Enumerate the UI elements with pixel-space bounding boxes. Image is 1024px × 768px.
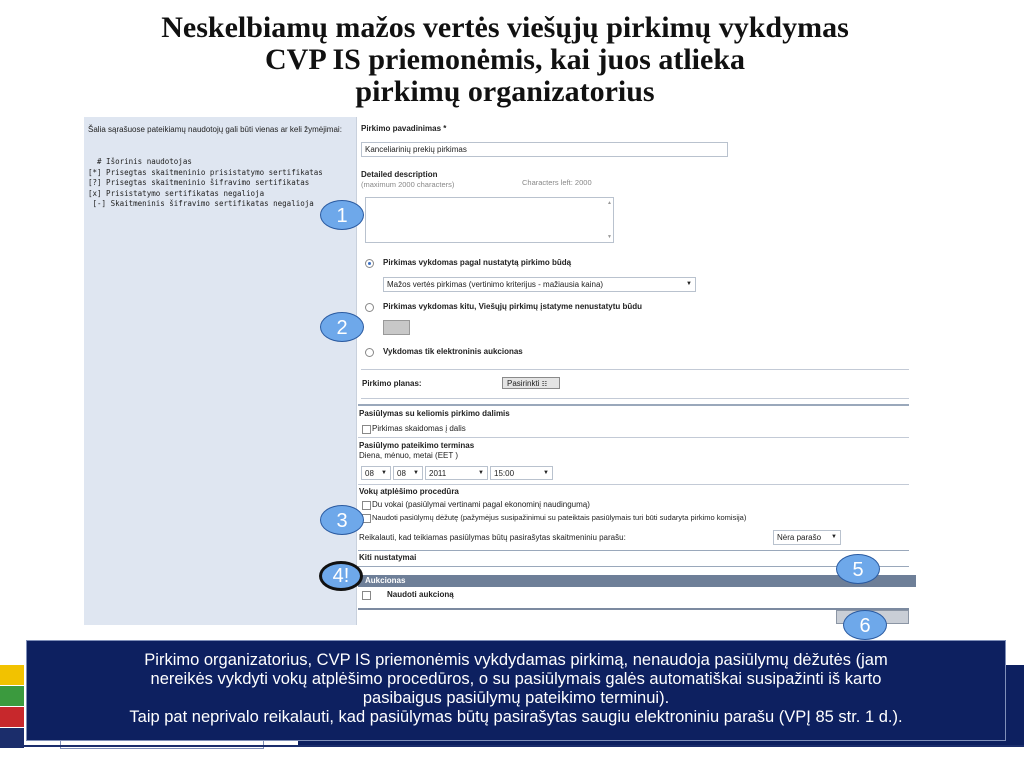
bid-box-label: Naudoti pasiūlymų dėžutę (pažymėjus susipažinimui su pateiktais pasiūlymais turi būti sudaryta pirkimo komisija) — [372, 513, 747, 522]
electronic-auction-label: Vykdomas tik elektroninis aukcionas — [383, 347, 523, 356]
other-settings-header: Kiti nustatymai — [359, 553, 417, 562]
description-hint: (maximum 2000 characters) — [361, 180, 455, 189]
title-line-3: pirkimų organizatorius — [355, 75, 655, 108]
callout-badge-2: 2 — [320, 312, 364, 342]
chevron-down-icon: ▼ — [831, 534, 837, 540]
auction-section-bar[interactable]: Aukcionas — [358, 575, 916, 587]
callout-badge-5: 5 — [836, 554, 880, 584]
procurement-form — [358, 117, 909, 625]
radio-standard-method[interactable] — [365, 259, 374, 268]
signature-label: Reikalauti, kad teikiamas pasiūlymas būtų pasirašytas skaitmeniniu parašu: — [359, 533, 626, 542]
cvp-is-form-screenshot — [84, 117, 909, 625]
two-envelopes-label: Du vokai (pasiūlymai vertinami pagal ekonominį naudingumą) — [372, 500, 590, 509]
chevron-down-icon: ▼ — [413, 470, 419, 476]
procurement-method-select[interactable]: Mažos vertės pirkimas (vertinimo kriterijus - mažiausia kaina) ▼ — [383, 277, 696, 292]
scroll-down-icon[interactable]: ▼ — [607, 234, 612, 240]
use-auction-checkbox[interactable] — [362, 591, 371, 600]
procurement-name-input[interactable]: Kanceliarinių prekių pirkimas — [361, 142, 728, 157]
chevron-down-icon: ▼ — [686, 281, 692, 287]
user-marks-panel — [84, 117, 357, 625]
other-method-label: Pirkimas vykdomas kitu, Viešųjų pirkimų įstatyme nenustatytu būdu — [383, 302, 643, 311]
legend-item: [*] Prisegtas skaitmeninio prisistatymo sertifikatas — [88, 167, 323, 177]
deadline-header: Pasiūlymo pateikimo terminas — [359, 441, 475, 450]
signature-select[interactable]: Nėra parašo ▼ — [773, 530, 841, 545]
list-icon: ☷ — [541, 382, 548, 388]
footer-line — [0, 745, 1024, 747]
callout-badge-3: 3 — [320, 505, 364, 535]
required-mark: * — [443, 124, 447, 133]
title-line-1: Neskelbiamų mažos vertės viešųjų pirkimų vykdymas — [161, 11, 849, 44]
scroll-up-icon[interactable]: ▲ — [607, 200, 612, 206]
legend-item: [?] Prisegtas skaitmeninio šifravimo sertifikatas — [88, 178, 310, 187]
split-into-lots-label: Pirkimas skaidomas į dalis — [372, 424, 466, 433]
day-select[interactable]: 08 ▼ — [361, 466, 391, 480]
characters-left: Characters left: 2000 — [522, 178, 592, 187]
marks-note: Šalia sąrašuose pateikiamų naudotojų gali būti vienas ar keli žymėjimai: — [88, 125, 342, 134]
split-into-lots-checkbox[interactable] — [362, 425, 371, 434]
time-select[interactable]: 15:00 ▼ — [490, 466, 553, 480]
month-select[interactable]: 08 ▼ — [393, 466, 423, 480]
procurement-plan-label: Pirkimo planas: — [362, 379, 422, 388]
description-textarea[interactable] — [365, 197, 614, 243]
banner-line: nereikės vykdyti vokų atplėšimo procedūros, o su pasiūlymais galės automatiškai susipažinti iš karto — [150, 670, 882, 688]
chevron-down-icon: ▼ — [478, 470, 484, 476]
callout-badge-4: 4! — [319, 561, 363, 591]
chevron-down-icon: ▼ — [543, 470, 549, 476]
radio-electronic-auction[interactable] — [365, 348, 374, 357]
legend-item: [x] Prisistatymo sertifikatas negalioja — [88, 188, 265, 198]
title-line-2: CVP IS priemonėmis, kai juos atlieka — [264, 43, 746, 76]
procurement-name-label: Pirkimo pavadinimas * — [361, 124, 447, 133]
legend-item: # Išorinis naudotojas — [88, 157, 192, 166]
deadline-hint: Diena, mėnuo, metai (EET ) — [359, 451, 459, 460]
description-label: Detailed description — [361, 170, 438, 179]
chevron-down-icon: ▼ — [381, 470, 387, 476]
callout-badge-1: 1 — [320, 200, 364, 230]
use-auction-label: Naudoti aukcioną — [387, 590, 454, 599]
envelope-procedure-header: Vokų atplėšimo procedūra — [359, 487, 459, 496]
banner-line: pasibaigus pasiūlymų pateikimo terminui). — [362, 689, 670, 707]
slide-title — [0, 12, 1010, 108]
lots-header: Pasiūlymas su keliomis pirkimo dalimis — [359, 409, 510, 418]
banner-line: Taip pat neprivalo reikalauti, kad pasiūlymas būtų pasirašytas saugiu elektroniniu parašu (VPĮ 85 str. 1 d.). — [129, 708, 903, 726]
legend-item: [-] Skaitmeninis šifravimo sertifikatas negalioja — [88, 199, 314, 208]
callout-badge-6: 6 — [843, 610, 887, 640]
radio-other-method[interactable] — [365, 303, 374, 312]
explanation-banner — [26, 640, 1006, 741]
standard-method-label: Pirkimas vykdomas pagal nustatytą pirkimo būdą — [383, 258, 572, 267]
two-envelopes-checkbox[interactable] — [362, 501, 371, 510]
year-select[interactable]: 2011 ▼ — [425, 466, 488, 480]
banner-line: Pirkimo organizatorius, CVP IS priemonėmis vykdydamas pirkimą, nenaudoja pasiūlymų dėžutės (jam — [144, 651, 888, 669]
other-method-input[interactable] — [383, 320, 410, 335]
marks-legend — [88, 157, 323, 210]
choose-plan-button[interactable]: Pasirinkti ☷ — [502, 377, 560, 389]
lithuanian-flag-stripes — [0, 665, 24, 750]
